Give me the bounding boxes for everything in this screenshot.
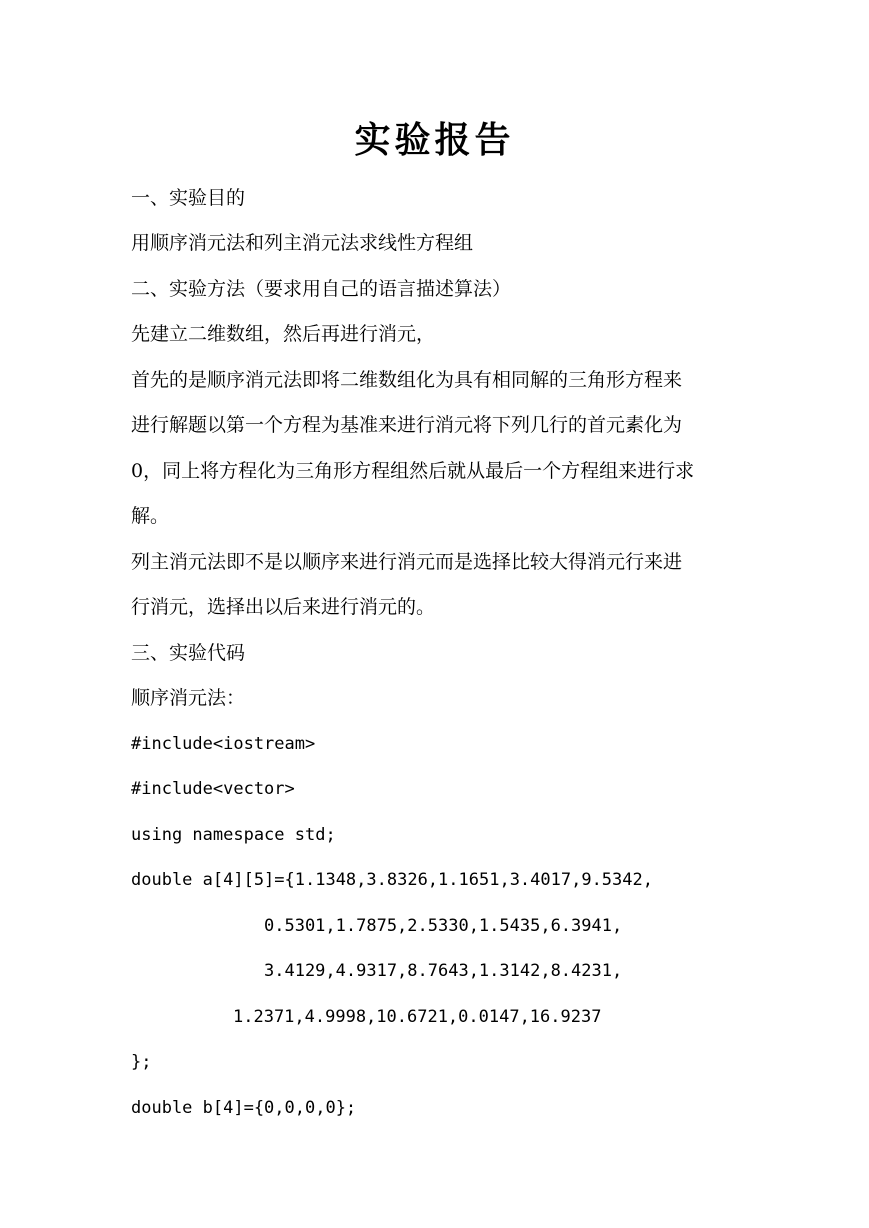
code-line-8: };	[131, 1052, 152, 1072]
section2-line-6: 列主消元法即不是以顺序来进行消元而是选择比较大得消元行来进	[131, 551, 683, 573]
section2-line-3: 进行解题以第一个方程为基准来进行消元将下列几行的首元素化为	[131, 414, 683, 436]
section2-line-1: 先建立二维数组，然后再进行消元，	[131, 323, 436, 345]
report-title: 实验报告	[354, 119, 515, 161]
section3-heading: 三、实验代码	[131, 642, 246, 664]
code-line-5: 0.5301,1.7875,2.5330,1.5435,6.3941,	[264, 916, 623, 936]
code-line-4: double a[4][5]={1.1348,3.8326,1.1651,3.4017,9.5342,	[131, 870, 653, 890]
section1-body: 用顺序消元法和列主消元法求线性方程组	[131, 232, 474, 254]
section2-line-7: 行消元，选择出以后来进行消元的。	[131, 596, 436, 618]
code-line-2: #include<vector>	[131, 779, 295, 799]
section1-heading: 一、实验目的	[131, 187, 246, 209]
code-line-6: 3.4129,4.9317,8.7643,1.3142,8.4231,	[264, 961, 623, 981]
code-line-9: double b[4]={0,0,0,0};	[131, 1098, 357, 1118]
section2-line-4: 0，同上将方程化为三角形方程组然后就从最后一个方程组来进行求	[131, 460, 695, 482]
code-line-3: using namespace std;	[131, 825, 336, 845]
code-line-7: 1.2371,4.9998,10.6721,0.0147,16.9237	[233, 1007, 602, 1027]
section2-line-5: 解。	[131, 505, 170, 527]
code-line-1: #include<iostream>	[131, 734, 316, 754]
section2-line-2: 首先的是顺序消元法即将二维数组化为具有相同解的三角形方程来	[131, 369, 683, 391]
section3-subheading: 顺序消元法：	[131, 687, 246, 709]
section2-heading: 二、实验方法（要求用自己的语言描述算法）	[131, 278, 512, 300]
